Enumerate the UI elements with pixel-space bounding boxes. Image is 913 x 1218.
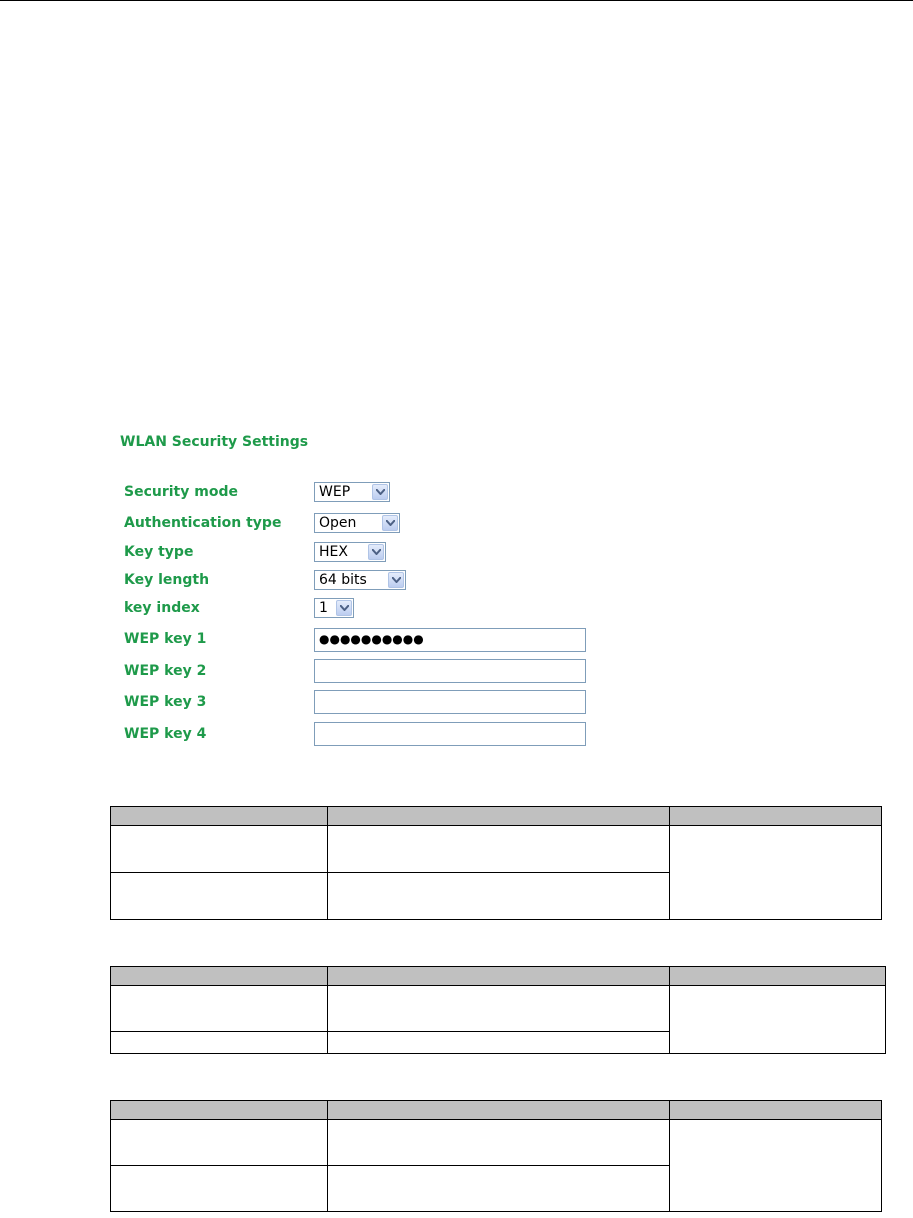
table-header-row [111, 1101, 882, 1120]
wep-key-2-input[interactable] [314, 659, 586, 683]
authentication-type-value: Open [319, 515, 357, 531]
wep-key-4-input[interactable] [314, 722, 586, 746]
panel-title: WLAN Security Settings [120, 434, 309, 450]
key-index-label: key index [124, 600, 200, 616]
chevron-down-icon[interactable] [336, 600, 352, 616]
chevron-down-icon[interactable] [368, 544, 384, 560]
table-header-cell [328, 1101, 670, 1120]
table-header-cell [328, 967, 670, 986]
table-row [111, 1120, 882, 1166]
authentication-type-select[interactable] [314, 513, 400, 533]
settings-table-1 [110, 806, 882, 920]
table-header-cell [670, 807, 882, 826]
wep-key-3-label: WEP key 3 [124, 694, 207, 710]
key-index-value: 1 [319, 600, 328, 616]
wep-key-2-label: WEP key 2 [124, 663, 207, 679]
wep-key-1-label: WEP key 1 [124, 631, 207, 647]
key-index-select[interactable] [314, 598, 354, 618]
key-length-label: Key length [124, 572, 210, 588]
table-header-row [111, 967, 886, 986]
chevron-down-icon[interactable] [382, 515, 398, 531]
table-cell [328, 986, 670, 1032]
table-header-cell [328, 807, 670, 826]
table-cell [111, 1166, 328, 1212]
table-header-cell [670, 1101, 882, 1120]
wep-key-1-input[interactable] [314, 628, 586, 652]
table-cell [111, 1032, 328, 1054]
wep-key-3-input[interactable] [314, 690, 586, 714]
security-mode-label: Security mode [124, 484, 238, 500]
table-cell [111, 873, 328, 920]
settings-table-2 [110, 966, 886, 1054]
authentication-type-label: Authentication type [124, 515, 282, 531]
page-top-rule [0, 0, 913, 1]
settings-table-3 [110, 1100, 882, 1212]
key-type-label: Key type [124, 544, 194, 560]
table-header-cell [111, 967, 328, 986]
table-cell [328, 1032, 670, 1054]
table-cell [670, 1120, 882, 1212]
security-mode-select[interactable] [314, 482, 390, 502]
table-cell [328, 1120, 670, 1166]
table-row [111, 986, 886, 1032]
table-cell [111, 826, 328, 873]
key-type-select[interactable] [314, 542, 386, 562]
table-cell [328, 1166, 670, 1212]
chevron-down-icon[interactable] [372, 484, 388, 500]
wep-key-1-value: ●●●●●●●●●● [319, 632, 424, 646]
key-type-value: HEX [319, 544, 348, 560]
table-header-cell [670, 967, 886, 986]
table-header-cell [111, 1101, 328, 1120]
table-header-cell [111, 807, 328, 826]
table-cell [328, 873, 670, 920]
key-length-select[interactable] [314, 570, 406, 590]
chevron-down-icon[interactable] [388, 572, 404, 588]
wlan-security-panel [112, 424, 590, 750]
security-mode-value: WEP [319, 484, 351, 500]
table-cell [111, 986, 328, 1032]
wep-key-4-label: WEP key 4 [124, 726, 207, 742]
table-cell [328, 826, 670, 873]
table-row [111, 826, 882, 873]
table-cell [670, 986, 886, 1054]
table-cell [670, 826, 882, 920]
table-cell [111, 1120, 328, 1166]
key-length-value: 64 bits [319, 572, 367, 588]
table-header-row [111, 807, 882, 826]
